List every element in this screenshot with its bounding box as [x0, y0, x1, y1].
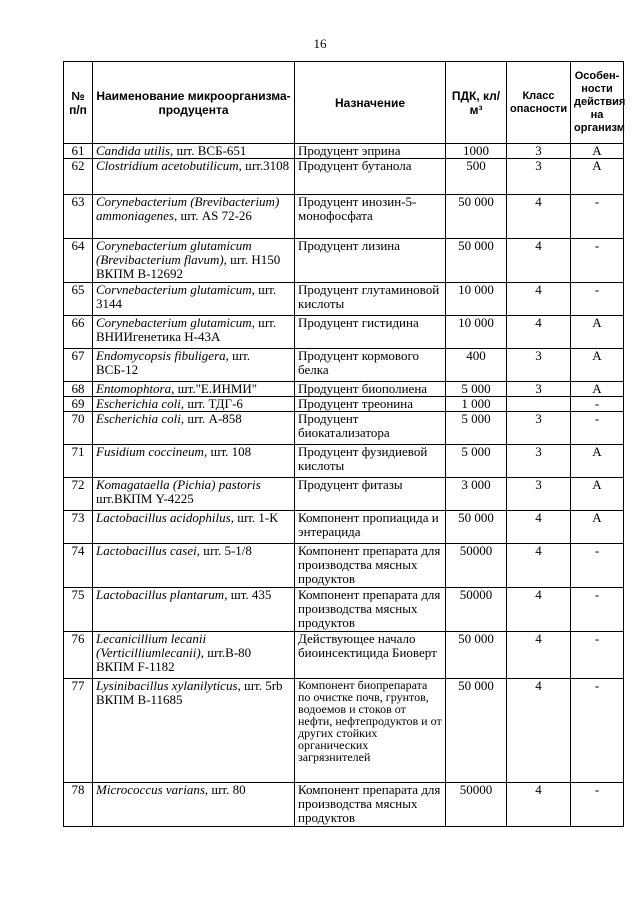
header-features: Особен-ности действия на организм — [571, 62, 624, 144]
row-number: 67 — [64, 349, 93, 382]
row-number: 72 — [64, 478, 93, 511]
pdk-value: 500 — [446, 159, 507, 195]
pdk-value: 5 000 — [446, 445, 507, 478]
hazard-class: 4 — [507, 632, 571, 679]
table-row — [64, 632, 624, 679]
strain-label: , шт. 5-1/8 — [196, 543, 252, 558]
organism-name — [93, 588, 295, 632]
pdk-value: 50000 — [446, 783, 507, 827]
features: А — [571, 511, 624, 544]
strain-label: , шт. 108 — [203, 444, 252, 459]
features: - — [571, 239, 624, 283]
pdk-value: 50 000 — [446, 239, 507, 283]
table-row — [64, 283, 624, 316]
header-class: Класс опасности — [507, 62, 571, 144]
features: - — [571, 783, 624, 827]
row-number: 68 — [64, 382, 93, 397]
table-row — [64, 783, 624, 827]
header-pdk: ПДК, кл/м³ — [446, 62, 507, 144]
purpose: Продуцент треонина — [295, 397, 446, 412]
organism-name — [93, 412, 295, 445]
table-row — [64, 144, 624, 159]
features: А — [571, 445, 624, 478]
features: А — [571, 159, 624, 195]
features: - — [571, 397, 624, 412]
organism-name — [93, 397, 295, 412]
purpose: Компонент препарата для производства мясных продуктов — [295, 588, 446, 632]
row-number: 78 — [64, 783, 93, 827]
strain-label: , шт. А-858 — [180, 411, 242, 426]
organism-latin-name: Lactobacillus acidophilus — [96, 510, 231, 525]
pdk-value: 50000 — [446, 588, 507, 632]
organism-latin-name: Candida utilis — [96, 143, 171, 158]
pdk-value: 3 000 — [446, 478, 507, 511]
table-row — [64, 195, 624, 239]
features: А — [571, 382, 624, 397]
row-number: 74 — [64, 544, 93, 588]
organism-name — [93, 195, 295, 239]
organism-name — [93, 632, 295, 679]
purpose: Компонент препарата для производства мясных продуктов — [295, 544, 446, 588]
organism-name — [93, 478, 295, 511]
row-number: 61 — [64, 144, 93, 159]
strain-label: , шт. 3144 — [96, 282, 277, 311]
purpose: Продуцент биокатализатора — [295, 412, 446, 445]
organism-name — [93, 544, 295, 588]
table-row — [64, 511, 624, 544]
strain-label: шт.ВКПМ Y-4225 — [96, 491, 194, 506]
hazard-class: 3 — [507, 445, 571, 478]
purpose: Продуцент гистидина — [295, 316, 446, 349]
pdk-value: 400 — [446, 349, 507, 382]
row-number: 69 — [64, 397, 93, 412]
strain-label: , шт. ВНИИгенетика Н-43А — [96, 315, 277, 344]
purpose: Продуцент лизина — [295, 239, 446, 283]
hazard-class: 4 — [507, 316, 571, 349]
organism-name — [93, 783, 295, 827]
hazard-class: 4 — [507, 783, 571, 827]
hazard-class: 3 — [507, 412, 571, 445]
strain-label: , шт. ВСБ-12 — [96, 348, 251, 377]
purpose: Продуцент эприна — [295, 144, 446, 159]
strain-label: , шт."Е.ИНМИ" — [171, 381, 258, 396]
row-number: 66 — [64, 316, 93, 349]
purpose: Продуцент фузидиевой кислоты — [295, 445, 446, 478]
organism-latin-name: Corynebacterium glutamicum — [96, 315, 252, 330]
strain-label: , шт. Н150 ВКПМ В-12692 — [96, 252, 281, 281]
organism-name — [93, 445, 295, 478]
hazard-class — [507, 397, 571, 412]
organism-latin-name: Corynebacterium (Brevibacterium) ammoniagenes — [96, 194, 280, 223]
organism-name — [93, 239, 295, 283]
pdk-value: 5 000 — [446, 382, 507, 397]
features: А — [571, 478, 624, 511]
organism-latin-name: Fusidium coccineum — [96, 444, 204, 459]
row-number: 63 — [64, 195, 93, 239]
table-row — [64, 445, 624, 478]
features: - — [571, 195, 624, 239]
purpose: Компонент пропиацида и энтерацида — [295, 511, 446, 544]
features: А — [571, 144, 624, 159]
row-number: 76 — [64, 632, 93, 679]
hazard-class: 4 — [507, 283, 571, 316]
features: - — [571, 588, 624, 632]
strain-label: , шт. AS 72-26 — [174, 208, 252, 223]
row-number: 77 — [64, 679, 93, 783]
row-number: 71 — [64, 445, 93, 478]
table-row — [64, 159, 624, 195]
organism-name — [93, 349, 295, 382]
pdk-value: 10 000 — [446, 283, 507, 316]
purpose: Действующее начало биоинсектицида Биоверт — [295, 632, 446, 679]
hazard-class: 3 — [507, 349, 571, 382]
purpose: Продуцент инозин-5-монофосфата — [295, 195, 446, 239]
hazard-class: 3 — [507, 159, 571, 195]
table-row — [64, 316, 624, 349]
table-row — [64, 349, 624, 382]
features: - — [571, 632, 624, 679]
purpose: Продуцент бутанола — [295, 159, 446, 195]
microorganism-table — [63, 61, 624, 827]
organism-name — [93, 511, 295, 544]
strain-label: , шт. 1-К — [230, 510, 278, 525]
strain-label: , шт.3108 — [238, 158, 290, 173]
row-number: 75 — [64, 588, 93, 632]
row-number: 73 — [64, 511, 93, 544]
pdk-value: 1000 — [446, 144, 507, 159]
header-name: Наименование микроорганизма-продуцента — [93, 62, 295, 144]
features: А — [571, 316, 624, 349]
pdk-value: 50 000 — [446, 679, 507, 783]
hazard-class: 4 — [507, 239, 571, 283]
organism-name — [93, 283, 295, 316]
organism-latin-name: Micrococcus varians — [96, 782, 205, 797]
hazard-class: 3 — [507, 144, 571, 159]
table-row — [64, 397, 624, 412]
table-row — [64, 239, 624, 283]
pdk-value: 5 000 — [446, 412, 507, 445]
pdk-value: 1 000 — [446, 397, 507, 412]
row-number: 62 — [64, 159, 93, 195]
organism-name — [93, 159, 295, 195]
hazard-class: 3 — [507, 382, 571, 397]
hazard-class: 4 — [507, 511, 571, 544]
strain-label: , шт. 435 — [224, 587, 272, 602]
hazard-class: 4 — [507, 544, 571, 588]
features: - — [571, 412, 624, 445]
organism-latin-name: Lysinibacillus xylanilyticus — [96, 678, 238, 693]
organism-latin-name: Endomycopsis fibuligera — [96, 348, 226, 363]
row-number: 70 — [64, 412, 93, 445]
organism-latin-name: Komagataella (Pichia) pastoris — [96, 477, 261, 492]
hazard-class: 3 — [507, 478, 571, 511]
purpose: Продуцент глутаминовой кислоты — [295, 283, 446, 316]
strain-label: , шт. 5rb ВКПМ В-11685 — [96, 678, 283, 707]
purpose: Продуцент кормового белка — [295, 349, 446, 382]
organism-name — [93, 382, 295, 397]
purpose: Продуцент фитазы — [295, 478, 446, 511]
pdk-value: 50 000 — [446, 632, 507, 679]
organism-latin-name: Escherichia coli — [96, 411, 181, 426]
hazard-class: 4 — [507, 195, 571, 239]
hazard-class: 4 — [507, 679, 571, 783]
page-number: 16 — [313, 36, 327, 51]
features: - — [571, 544, 624, 588]
table-row — [64, 412, 624, 445]
organism-latin-name: Corynebacterium glutamicum (Brevibacterium flavum) — [96, 238, 252, 267]
organism-latin-name: Lactobacillus casei — [96, 543, 197, 558]
features: - — [571, 283, 624, 316]
organism-latin-name: Corvnebacterium glutamicum — [96, 282, 252, 297]
organism-latin-name: Escherichia coli — [96, 396, 181, 411]
pdk-value: 10 000 — [446, 316, 507, 349]
organism-name — [93, 144, 295, 159]
purpose: Компонент препарата для производства мясных продуктов — [295, 783, 446, 827]
table-row — [64, 544, 624, 588]
pdk-value: 50000 — [446, 544, 507, 588]
organism-latin-name: Clostridium acetobutilicum — [96, 158, 239, 173]
organism-name — [93, 316, 295, 349]
pdk-value: 50 000 — [446, 511, 507, 544]
organism-name — [93, 679, 295, 783]
table-row — [64, 588, 624, 632]
organism-latin-name: Lactobacillus plantarum — [96, 587, 225, 602]
hazard-class: 4 — [507, 588, 571, 632]
strain-label: , шт.В-80 ВКПМ F-1182 — [96, 645, 252, 674]
row-number: 64 — [64, 239, 93, 283]
strain-label: , шт. ТДГ-6 — [180, 396, 243, 411]
strain-label: , шт. 80 — [204, 782, 246, 797]
organism-latin-name: Lecanicillium lecanii (Verticilliumlecanii) — [96, 631, 207, 660]
strain-label: , шт. ВСБ-651 — [170, 143, 247, 158]
row-number: 65 — [64, 283, 93, 316]
pdk-value: 50 000 — [446, 195, 507, 239]
purpose: Компонент биопрепарата по очистке почв, грунтов, водоемов и стоков от нефти, нефтепродуктов и от других стойких органических загрязнителей — [295, 679, 446, 783]
header-row — [64, 62, 624, 144]
features: - — [571, 679, 624, 783]
header-purpose: Назначение — [295, 62, 446, 144]
table-row — [64, 679, 624, 783]
purpose: Продуцент биополиена — [295, 382, 446, 397]
organism-latin-name: Entomophtora — [96, 381, 172, 396]
table-row — [64, 382, 624, 397]
header-num: № п/п — [64, 62, 93, 144]
table-row — [64, 478, 624, 511]
features: А — [571, 349, 624, 382]
